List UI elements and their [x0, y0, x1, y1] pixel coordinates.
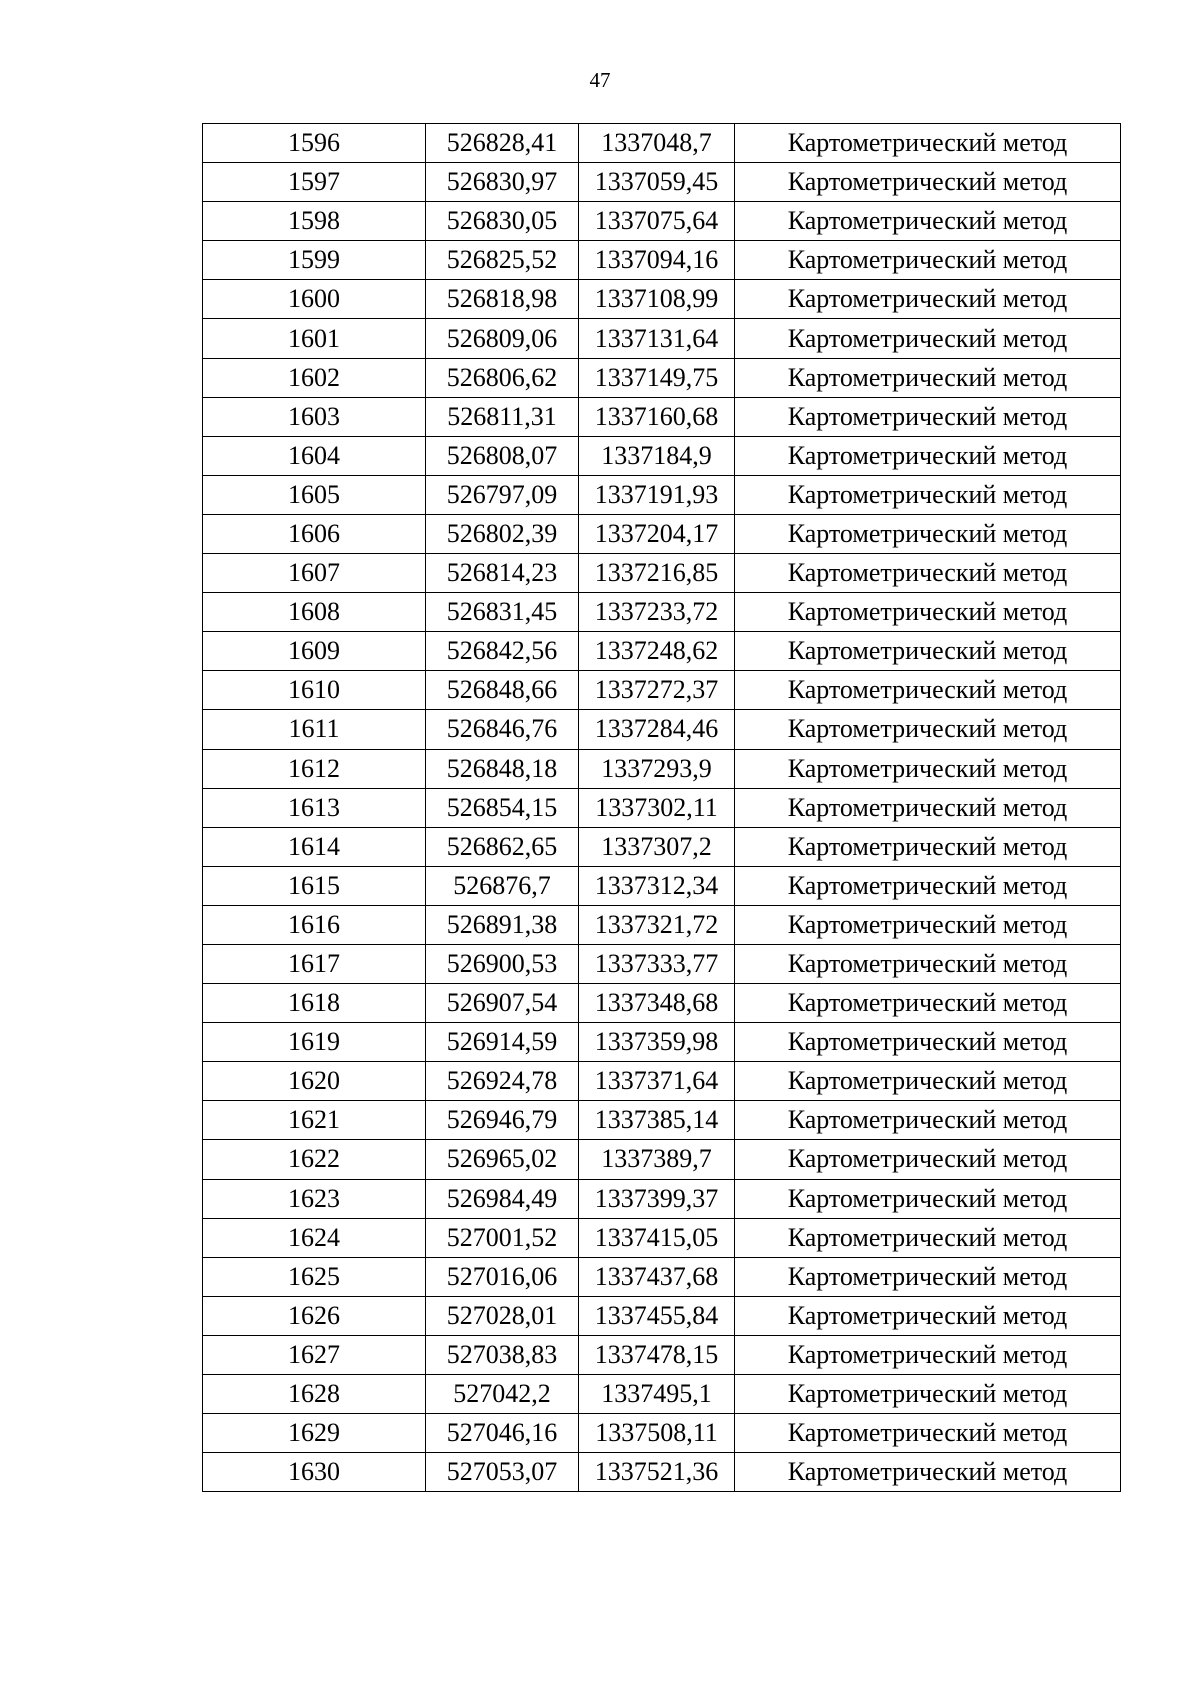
y-coordinate-cell: 1337307,2 [579, 827, 735, 866]
x-coordinate-cell: 526830,97 [426, 163, 579, 202]
point-number-cell: 1623 [203, 1179, 426, 1218]
point-number-cell: 1600 [203, 280, 426, 319]
table-body [203, 124, 1121, 1492]
x-coordinate-cell: 526797,09 [426, 475, 579, 514]
x-coordinate-cell: 526924,78 [426, 1062, 579, 1101]
x-coordinate-cell: 526848,18 [426, 749, 579, 788]
y-coordinate-cell: 1337455,84 [579, 1296, 735, 1335]
method-cell: Картометрический метод [735, 475, 1121, 514]
method-cell: Картометрический метод [735, 280, 1121, 319]
method-cell: Картометрический метод [735, 788, 1121, 827]
table-row [203, 475, 1121, 514]
y-coordinate-cell: 1337048,7 [579, 124, 735, 163]
point-number-cell: 1628 [203, 1375, 426, 1414]
point-number-cell: 1616 [203, 905, 426, 944]
x-coordinate-cell: 526848,66 [426, 671, 579, 710]
page-number: 47 [589, 68, 611, 92]
table-row [203, 632, 1121, 671]
table-row [203, 866, 1121, 905]
table-row [203, 163, 1121, 202]
x-coordinate-cell: 526876,7 [426, 866, 579, 905]
x-coordinate-cell: 527001,52 [426, 1218, 579, 1257]
x-coordinate-cell: 526891,38 [426, 905, 579, 944]
method-cell: Картометрический метод [735, 163, 1121, 202]
x-coordinate-cell: 527046,16 [426, 1414, 579, 1453]
table-row [203, 1414, 1121, 1453]
point-number-cell: 1601 [203, 319, 426, 358]
y-coordinate-cell: 1337478,15 [579, 1335, 735, 1374]
method-cell: Картометрический метод [735, 1062, 1121, 1101]
table-row [203, 1179, 1121, 1218]
x-coordinate-cell: 527038,83 [426, 1335, 579, 1374]
method-cell: Картометрический метод [735, 827, 1121, 866]
method-cell: Картометрический метод [735, 202, 1121, 241]
method-cell: Картометрический метод [735, 1023, 1121, 1062]
point-number-cell: 1599 [203, 241, 426, 280]
method-cell: Картометрический метод [735, 1453, 1121, 1492]
y-coordinate-cell: 1337284,46 [579, 710, 735, 749]
table-row [203, 436, 1121, 475]
table-row [203, 1296, 1121, 1335]
y-coordinate-cell: 1337371,64 [579, 1062, 735, 1101]
point-number-cell: 1609 [203, 632, 426, 671]
method-cell: Картометрический метод [735, 632, 1121, 671]
table-row [203, 241, 1121, 280]
method-cell: Картометрический метод [735, 1375, 1121, 1414]
x-coordinate-cell: 527028,01 [426, 1296, 579, 1335]
table-row [203, 514, 1121, 553]
point-number-cell: 1627 [203, 1335, 426, 1374]
y-coordinate-cell: 1337437,68 [579, 1257, 735, 1296]
x-coordinate-cell: 526830,05 [426, 202, 579, 241]
x-coordinate-cell: 527053,07 [426, 1453, 579, 1492]
point-number-cell: 1598 [203, 202, 426, 241]
point-number-cell: 1603 [203, 397, 426, 436]
x-coordinate-cell: 526818,98 [426, 280, 579, 319]
point-number-cell: 1602 [203, 358, 426, 397]
y-coordinate-cell: 1337385,14 [579, 1101, 735, 1140]
y-coordinate-cell: 1337075,64 [579, 202, 735, 241]
y-coordinate-cell: 1337321,72 [579, 905, 735, 944]
point-number-cell: 1619 [203, 1023, 426, 1062]
method-cell: Картометрический метод [735, 241, 1121, 280]
y-coordinate-cell: 1337149,75 [579, 358, 735, 397]
y-coordinate-cell: 1337521,36 [579, 1453, 735, 1492]
table-row [203, 1140, 1121, 1179]
method-cell: Картометрический метод [735, 554, 1121, 593]
table-row [203, 749, 1121, 788]
point-number-cell: 1617 [203, 944, 426, 983]
method-cell: Картометрический метод [735, 749, 1121, 788]
point-number-cell: 1608 [203, 593, 426, 632]
method-cell: Картометрический метод [735, 905, 1121, 944]
point-number-cell: 1596 [203, 124, 426, 163]
table-row [203, 280, 1121, 319]
x-coordinate-cell: 526814,23 [426, 554, 579, 593]
x-coordinate-cell: 526802,39 [426, 514, 579, 553]
point-number-cell: 1626 [203, 1296, 426, 1335]
method-cell: Картометрический метод [735, 1218, 1121, 1257]
y-coordinate-cell: 1337312,34 [579, 866, 735, 905]
point-number-cell: 1612 [203, 749, 426, 788]
x-coordinate-cell: 526965,02 [426, 1140, 579, 1179]
table-row [203, 1218, 1121, 1257]
point-number-cell: 1630 [203, 1453, 426, 1492]
method-cell: Картометрический метод [735, 984, 1121, 1023]
point-number-cell: 1629 [203, 1414, 426, 1453]
x-coordinate-cell: 526808,07 [426, 436, 579, 475]
x-coordinate-cell: 526914,59 [426, 1023, 579, 1062]
point-number-cell: 1614 [203, 827, 426, 866]
point-number-cell: 1611 [203, 710, 426, 749]
y-coordinate-cell: 1337495,1 [579, 1375, 735, 1414]
method-cell: Картометрический метод [735, 1101, 1121, 1140]
y-coordinate-cell: 1337333,77 [579, 944, 735, 983]
y-coordinate-cell: 1337248,62 [579, 632, 735, 671]
y-coordinate-cell: 1337233,72 [579, 593, 735, 632]
x-coordinate-cell: 526984,49 [426, 1179, 579, 1218]
method-cell: Картометрический метод [735, 866, 1121, 905]
table-row [203, 984, 1121, 1023]
table-row [203, 1453, 1121, 1492]
y-coordinate-cell: 1337108,99 [579, 280, 735, 319]
table-row [203, 202, 1121, 241]
y-coordinate-cell: 1337389,7 [579, 1140, 735, 1179]
method-cell: Картометрический метод [735, 710, 1121, 749]
x-coordinate-cell: 526842,56 [426, 632, 579, 671]
y-coordinate-cell: 1337359,98 [579, 1023, 735, 1062]
table-row [203, 319, 1121, 358]
table-row [203, 827, 1121, 866]
point-number-cell: 1624 [203, 1218, 426, 1257]
point-number-cell: 1615 [203, 866, 426, 905]
table-row [203, 554, 1121, 593]
table-row [203, 1375, 1121, 1414]
x-coordinate-cell: 526825,52 [426, 241, 579, 280]
method-cell: Картометрический метод [735, 671, 1121, 710]
x-coordinate-cell: 526946,79 [426, 1101, 579, 1140]
method-cell: Картометрический метод [735, 1140, 1121, 1179]
x-coordinate-cell: 527016,06 [426, 1257, 579, 1296]
method-cell: Картометрический метод [735, 514, 1121, 553]
x-coordinate-cell: 526811,31 [426, 397, 579, 436]
table-row [203, 944, 1121, 983]
method-cell: Картометрический метод [735, 1335, 1121, 1374]
table-row [203, 593, 1121, 632]
x-coordinate-cell: 526846,76 [426, 710, 579, 749]
table-row [203, 788, 1121, 827]
method-cell: Картометрический метод [735, 944, 1121, 983]
point-number-cell: 1606 [203, 514, 426, 553]
x-coordinate-cell: 526831,45 [426, 593, 579, 632]
point-number-cell: 1622 [203, 1140, 426, 1179]
point-number-cell: 1618 [203, 984, 426, 1023]
point-number-cell: 1607 [203, 554, 426, 593]
y-coordinate-cell: 1337191,93 [579, 475, 735, 514]
point-number-cell: 1610 [203, 671, 426, 710]
y-coordinate-cell: 1337399,37 [579, 1179, 735, 1218]
table-row [203, 397, 1121, 436]
x-coordinate-cell: 526806,62 [426, 358, 579, 397]
point-number-cell: 1621 [203, 1101, 426, 1140]
y-coordinate-cell: 1337508,11 [579, 1414, 735, 1453]
x-coordinate-cell: 526862,65 [426, 827, 579, 866]
point-number-cell: 1613 [203, 788, 426, 827]
y-coordinate-cell: 1337204,17 [579, 514, 735, 553]
method-cell: Картометрический метод [735, 1296, 1121, 1335]
table-row [203, 1257, 1121, 1296]
y-coordinate-cell: 1337059,45 [579, 163, 735, 202]
table-row [203, 1335, 1121, 1374]
point-number-cell: 1597 [203, 163, 426, 202]
x-coordinate-cell: 526900,53 [426, 944, 579, 983]
point-number-cell: 1620 [203, 1062, 426, 1101]
method-cell: Картометрический метод [735, 593, 1121, 632]
method-cell: Картометрический метод [735, 1414, 1121, 1453]
method-cell: Картометрический метод [735, 397, 1121, 436]
point-number-cell: 1604 [203, 436, 426, 475]
method-cell: Картометрический метод [735, 358, 1121, 397]
y-coordinate-cell: 1337302,11 [579, 788, 735, 827]
method-cell: Картометрический метод [735, 436, 1121, 475]
point-number-cell: 1625 [203, 1257, 426, 1296]
y-coordinate-cell: 1337216,85 [579, 554, 735, 593]
x-coordinate-cell: 526907,54 [426, 984, 579, 1023]
y-coordinate-cell: 1337272,37 [579, 671, 735, 710]
method-cell: Картометрический метод [735, 124, 1121, 163]
y-coordinate-cell: 1337348,68 [579, 984, 735, 1023]
method-cell: Картометрический метод [735, 319, 1121, 358]
table-row [203, 358, 1121, 397]
y-coordinate-cell: 1337415,05 [579, 1218, 735, 1257]
table-row [203, 905, 1121, 944]
table-row [203, 1023, 1121, 1062]
x-coordinate-cell: 526828,41 [426, 124, 579, 163]
method-cell: Картометрический метод [735, 1179, 1121, 1218]
x-coordinate-cell: 526809,06 [426, 319, 579, 358]
table-row [203, 671, 1121, 710]
y-coordinate-cell: 1337094,16 [579, 241, 735, 280]
table-row [203, 710, 1121, 749]
x-coordinate-cell: 527042,2 [426, 1375, 579, 1414]
coordinates-table [202, 123, 1121, 1492]
method-cell: Картометрический метод [735, 1257, 1121, 1296]
x-coordinate-cell: 526854,15 [426, 788, 579, 827]
table-row [203, 1062, 1121, 1101]
table-row [203, 124, 1121, 163]
y-coordinate-cell: 1337184,9 [579, 436, 735, 475]
y-coordinate-cell: 1337160,68 [579, 397, 735, 436]
y-coordinate-cell: 1337131,64 [579, 319, 735, 358]
table-row [203, 1101, 1121, 1140]
point-number-cell: 1605 [203, 475, 426, 514]
y-coordinate-cell: 1337293,9 [579, 749, 735, 788]
